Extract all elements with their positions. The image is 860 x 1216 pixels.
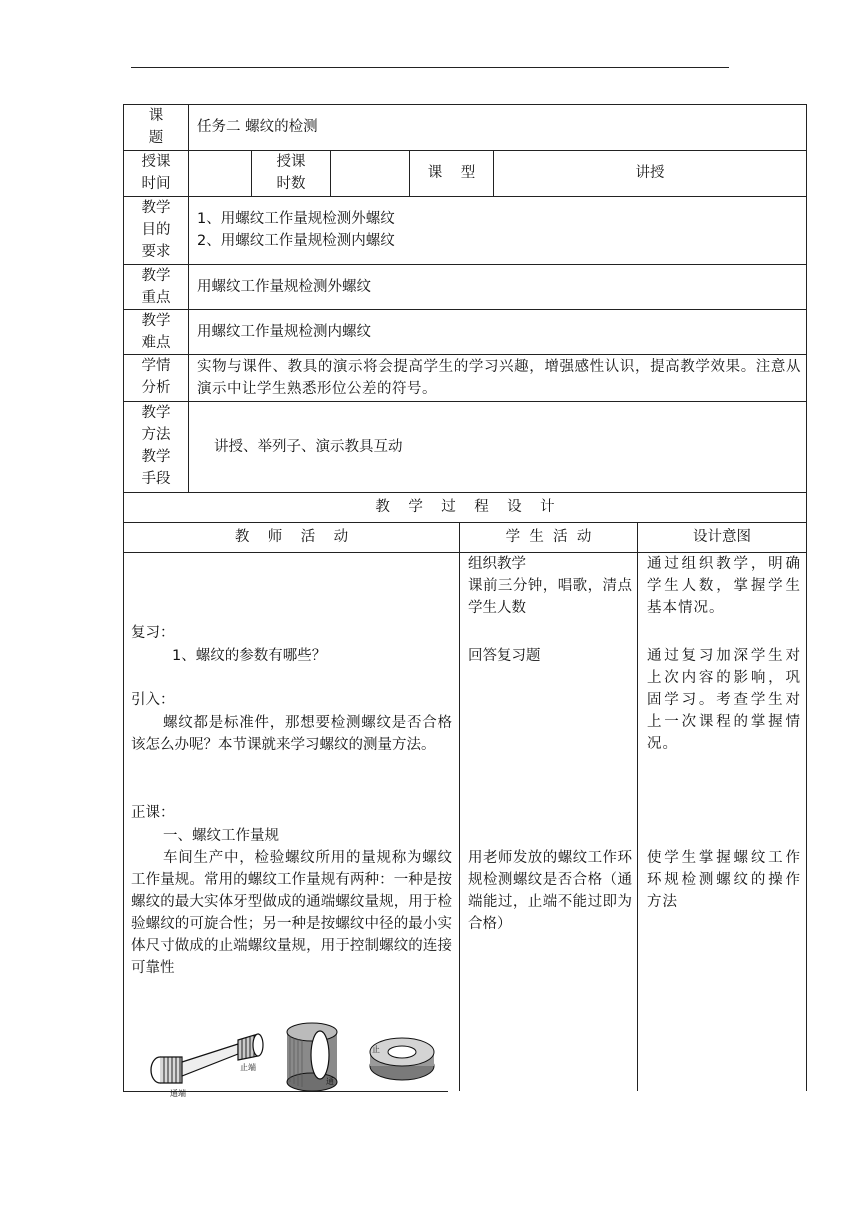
difficulty-label: 教学 难点 [141, 313, 171, 351]
table-border [123, 196, 806, 197]
intro-heading: 引入： [131, 692, 175, 708]
design-intent-3: 使学生掌握螺纹工作环规检测螺纹的操作方法 [647, 850, 801, 910]
lesson-heading: 正课： [131, 805, 175, 821]
method-value: 讲授、举列子、演示教具互动 [214, 439, 403, 455]
review-question: 1、螺纹的参数有哪些？ [172, 648, 327, 664]
method-label: 教学 方法 教学 手段 [141, 405, 171, 487]
analysis-value: 实物与课件、教具的演示将会提高学生的学习兴趣，增强感性认识，提高教学效果。注意从演示中让学生熟悉形位公差的符号。 [197, 359, 801, 397]
section-heading: 一、螺纹工作量规 [163, 828, 279, 844]
student-activity-1: 组织教学 课前三分钟，唱歌，清点学生人数 [468, 556, 632, 616]
student-activity-2: 回答复习题 [468, 648, 541, 664]
type-value: 讲授 [635, 165, 665, 181]
top-rule [131, 67, 729, 68]
type-label: 课 型 [427, 165, 476, 181]
thread-gauge-figure [140, 1022, 450, 1097]
col-student: 学 生 活 动 [505, 529, 592, 545]
table-border [123, 309, 806, 310]
table-border [188, 104, 189, 492]
table-border [123, 492, 806, 493]
stop-end-label: 止端 [240, 1063, 256, 1072]
plug-gauge-icon [151, 1034, 263, 1083]
review-heading: 复习： [131, 625, 175, 641]
table-border [123, 522, 806, 523]
table-border [123, 150, 806, 151]
table-border [123, 401, 806, 402]
design-intent-2: 通过复习加深学生对上次内容的影响，巩固学习。考查学生对上一次课程的掌握情况。 [647, 648, 801, 752]
goals-label: 教学 目的 要求 [141, 200, 171, 260]
table-border [123, 104, 806, 105]
table-border [123, 354, 806, 355]
table-border [806, 104, 807, 1091]
goal-item: 1、用螺纹工作量规检测外螺纹 [197, 211, 395, 227]
col-design: 设计意图 [693, 529, 751, 545]
student-activity-3: 用老师发放的螺纹工作环规检测螺纹是否合格（通端能过，止端不能过即为合格） [468, 850, 632, 932]
analysis-label: 学情 分析 [141, 358, 171, 396]
go-label: 通 [326, 1077, 334, 1086]
hours-label: 授课 时数 [276, 154, 306, 192]
table-border [330, 150, 331, 196]
table-border [637, 522, 638, 1091]
difficulty-value: 用螺纹工作量规检测内螺纹 [197, 324, 371, 340]
time-label: 授课 时间 [141, 154, 171, 192]
go-end-label: 通端 [170, 1089, 186, 1097]
process-title: 教 学 过 程 设 计 [375, 499, 555, 515]
goal-item: 2、用螺纹工作量规检测内螺纹 [197, 233, 395, 249]
section-text: 车间生产中，检验螺纹所用的量规称为螺纹工作量规。常用的螺纹工作量规有两种：一种是按螺纹的最大实体牙型做成的通端螺纹量规，用于检验螺纹的可旋合性；另一种是按螺纹中径的最小实体尺寸做成的止端螺纹量规，用于控制螺纹的连接可靠性 [131, 850, 452, 976]
table-border [123, 264, 806, 265]
topic-label: 课 题 [148, 108, 164, 146]
key-label: 教学 重点 [141, 268, 171, 306]
intro-text: 螺纹都是标准件，那想要检测螺纹是否合格该怎么办呢？本节课就来学习螺纹的测量方法。 [131, 715, 452, 753]
key-value: 用螺纹工作量规检测外螺纹 [197, 279, 371, 295]
table-border [459, 522, 460, 1091]
col-teacher: 教 师 活 动 [234, 529, 349, 545]
design-intent-1: 通过组织教学，明确学生人数，掌握学生基本情况。 [647, 556, 801, 616]
topic-value: 任务二 螺纹的检测 [197, 119, 318, 135]
stop-label: 止 [372, 1045, 380, 1054]
